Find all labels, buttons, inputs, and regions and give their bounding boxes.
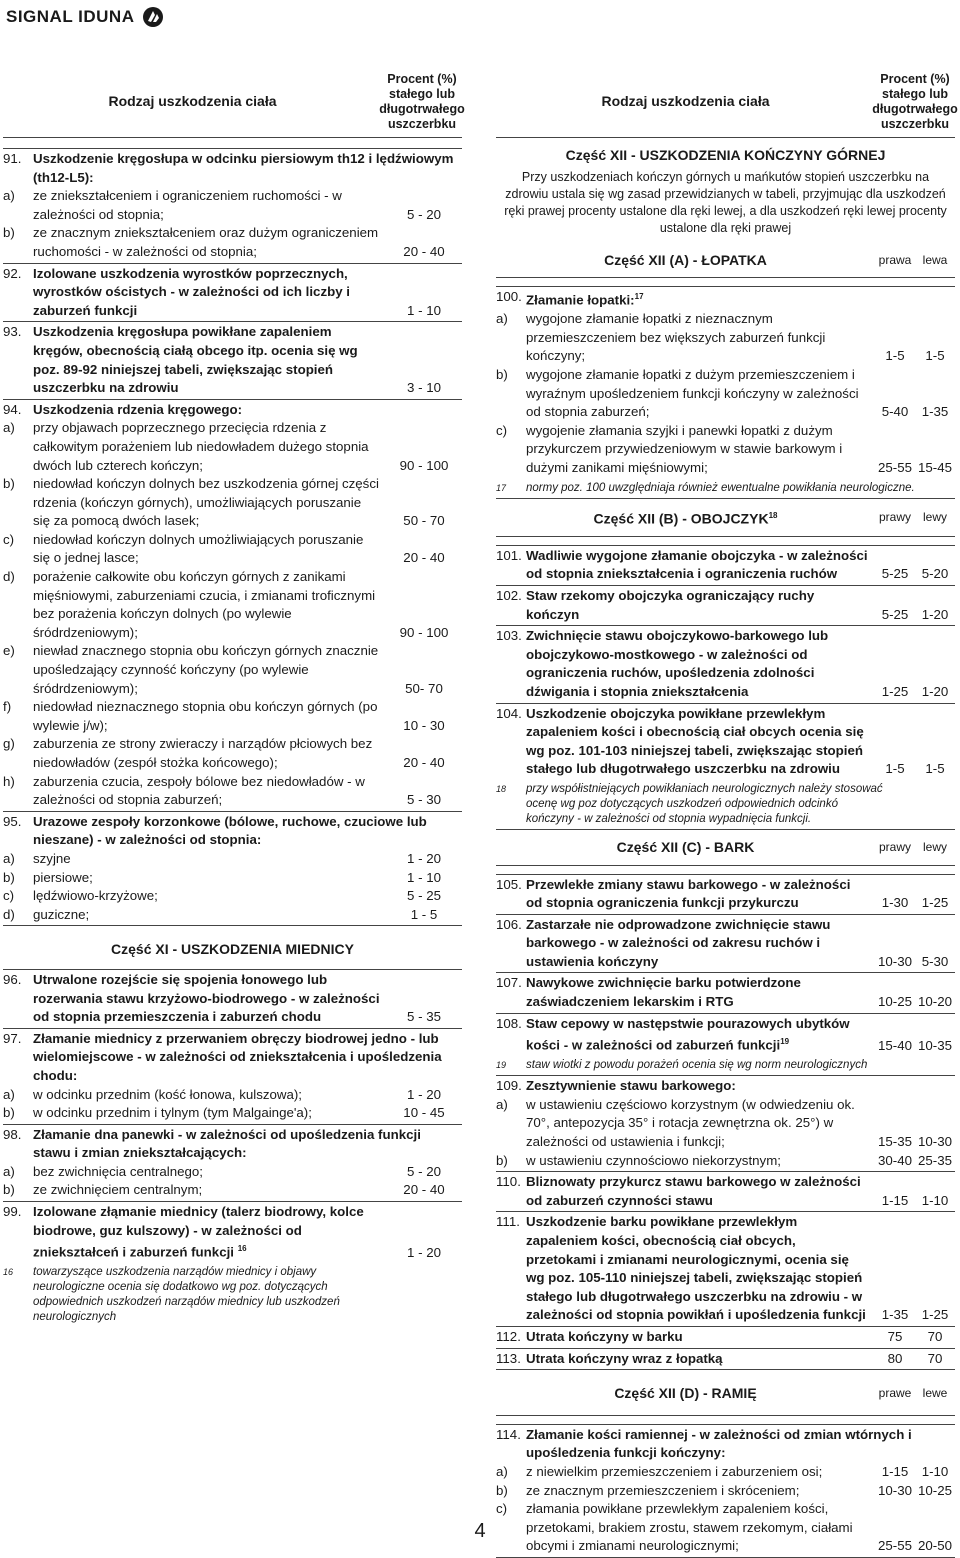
table-row: 114. Złamanie kości ramiennej - w zależności od zmian wtórnych i upośledzenia funkcji kończyny: a) z niewielkim przemieszczeniem i zaburzeniem osi; 1-15 1-10 b) ze znacznym przemieszczeniem i skróceniem; 10-30 10-25 c) złamania powikłane przewlekłym zapaleniem kości, przetokami, brakiem zrostu, stawem rzekomym, ciałami obcymi i zmianami neurologicznymi; 25-55 20-50	[496, 1425, 955, 1558]
spacer	[496, 278, 955, 287]
table-row: 98. Złamanie dna panewki - w zależności od upośledzenia funkcji stawu i zmian zniekształcających: a) bez zwichnięcia centralnego; 5 - 20 b) ze zwichnięciem centralnym; 20 - 40	[3, 1125, 462, 1202]
spacer	[496, 1416, 955, 1425]
footnote: 16 towarzyszące uszkodzenia narządów miednicy i objawy neurologiczne ocenia się dodatkowo wg poz. dotyczących odpowiednich uszkodzeń narządów miednicy lub uszkodzeń neurologicznych	[3, 1266, 340, 1324]
table-row: 108. Staw cepowy w następstwie pourazowych ubytków kości - w zależności od zaburzeń funkcji$^{19}$ 15-40 10-35	[496, 1015, 952, 1053]
subsection-title: Część XII (C) - BARK prawy lewy	[496, 830, 955, 866]
table-row: 99. Izolowane złąmanie miednicy (talerz biodrowy, kolce biodrowe, guz kulszowy) - w zależności od zniekształceń i zaburzeń funkcji $^{16}$ 1 - 20	[3, 1204, 441, 1260]
table-row: 110. Bliznowaty przykurcz stawu barkowego w zależności od zaburzeń czynności stawu 1-15 1-10	[496, 1172, 955, 1212]
page-header	[6, 4, 164, 30]
table-row: 96. Utrwalone rozejście się spojenia łonowego lub rozerwania stawu krzyżowo-biodrowego - w zależności od stopnia przemieszczenia i zaburzeń chodu 5 - 35	[3, 970, 462, 1029]
table-row: 101. Wadliwie wygojone złamanie obojczyka - w zależności od stopnia zniekształcenia i ograniczenia ruchów 5-25 5-20	[496, 546, 955, 586]
table-row: 113. Utrata kończyny wraz z łopatką 80 70	[496, 1349, 955, 1371]
spacer	[496, 537, 955, 546]
section-title: Część XI - USZKODZENIA MIEDNICY	[3, 926, 462, 970]
spacer	[496, 866, 955, 875]
table-row: 94. Uszkodzenia rdzenia kręgowego: a) przy objawach poprzecznego przecięcia rdzenia z całkowitym porażeniem lub niedowładem dużego stopnia dwóch lub czterech kończyn; 90 - 100 b) niedowład kończyn dolnych bez uszkodzenia górnej części rdzenia (kończyn górnych), umożliwiających poruszanie się za pomocą dwóch lasek; 50 - 70 c) niedowład kończyn dolnych umożliwiających poruszanie się o jednej lasce; 20 - 40 d) porażenie całkowite obu kończyn górnych z zanikami mięśniowymi, zaburzeniami czucia, i zmianami troficznymi bez porażenia kończyn dolnych (po wylewie śródrdzeniowym); 90 - 100 e) niewład znacznego stopnia obu kończyn górnych znacznie upośledzający czynność kończyny (po wylewie śródrdzeniowym); 50- 70 f) niedowład nieznacznego stopnia obu kończyn górnych (po wylewie j/w); 10 - 30 g) zaburzenia ze strony zwieraczy i narządów płciowych bez niedowładów (zespół stożka końcowego); 20 - 40 h) zaburzenia czucia, zespoły bólowe bez niedowładów - w zależności od stopnia zaburzeń; 5 - 30	[3, 400, 462, 812]
brand-name: SIGNAL IDUNA	[6, 7, 135, 26]
subsection-title: Część XII (A) - ŁOPATKA prawa lewa	[496, 243, 955, 279]
table-row: 103. Zwichnięcie stawu obojczykowo-barkowego lub obojczykowo-mostkowego - w zależności od ograniczenia ruchów, upośledzenia zdolności dźwigania i stopnia zniekształcenia 1-25 1-20	[496, 626, 955, 703]
section-title: Część XII - USZKODZENIA KOŃCZYNY GÓRNEJ	[565, 147, 886, 163]
subsection-title: Część XII (D) - RAMIĘ prawe lewe	[496, 1370, 955, 1416]
signal-iduna-logo-icon	[142, 6, 164, 28]
table-row: 92. Izolowane uszkodzenia wyrostków poprzecznych, wyrostków ościstych - w zależności od ich liczby i zaburzeń funkcji 1 - 10	[3, 264, 462, 323]
table-row: 107. Nawykowe zwichnięcie barku potwierdzone zaświadczeniem lekarskim i RTG 10-25 10-20	[496, 973, 955, 1013]
header-title: Rodzaj uszkodzenia ciała	[601, 93, 770, 110]
table-row: 97. Złamanie miednicy z przerwaniem obręczy biodrowej jedno - lub wielomiejscowe - w zależności od zniekształcenia i upośledzenia chodu: a) w odcinku przednim (kość łonowa, kulszowa); 1 - 20 b) w odcinku przednim i tylnym (tym Malgainge'a); 10 - 45	[3, 1029, 462, 1125]
right-column	[496, 66, 958, 1558]
page-number: 4	[474, 1520, 486, 1542]
table-row: 105. Przewlekłe zmiany stawu barkowego - w zależności od stopnia ograniczenia funkcji przykurczu 1-30 1-25	[496, 875, 955, 915]
left-column	[3, 66, 465, 1327]
table-row: 111. Uszkodzenie barku powikłane przewlekłym zapaleniem kości, obecnością ciał obcych, przetokami i zmianami neurologicznymi, ocenia się wg poz. 105-110 niniejszej tabeli, zwiększając stopień stałego lub długotrwałego uszczerbku na zdrowiu - w zależności od stopnia powikłań i upośledzenia funkcji 1-35 1-25	[496, 1212, 955, 1327]
header-title: Rodzaj uszkodzenia ciała	[108, 93, 277, 110]
footnote: 18 przy współistniejących powikłaniach neurologicznych należy stosować ocenę wg poz dotyczących uszkodzeń odpowiednich odcinkó kończyny - w zależności od stopnia wypadnięcia funkcji.	[496, 780, 955, 830]
table-row: 102. Staw rzekomy obojczyka ograniczający ruchy kończyn 5-25 1-20	[496, 586, 955, 626]
table-row: 91. Uszkodzenie kręgosłupa w odcinku piersiowym th12 i lędźwiowym (th12-L5): a) ze zniekształceniem i ograniczeniem ruchomości - w zależności od stopnia; 5 - 20 b) ze znacznym zniekształceniem oraz dużym ograniczeniem ruchomości - w zależności od stopnia; 20 - 40	[3, 149, 462, 264]
table-row: 95. Urazowe zespoły korzonkowe (bólowe, ruchowe, czuciowe lub nieszane) - w zależności od stopnia: a) szyjne 1 - 20 b) piersiowe; 1 - 10 c) lędźwiowo-krzyżowe; 5 - 25 d) guziczne; 1 - 5	[3, 812, 462, 927]
table-row: 104. Uszkodzenie obojczyka powikłane przewlekłym zapaleniem kości i obecnością ciał obcych ocenia się wg poz. 101-103 niniejszej tabeli, zwiększając stopień stałego lub długotrwałego uszczerbku na zdrowiu 1-5 1-5	[496, 705, 945, 777]
table-row: 112. Utrata kończyny w barku 75 70	[496, 1327, 955, 1349]
spacer	[3, 138, 462, 149]
table-row: 93. Uszkodzenia kręgosłupa powikłane zapaleniem kręgów, obecnością ciałą obcego itp. ocenia się wg poz. 89-92 niniejszej tabeli, zwiększając stopień uszczerbku na zdrowiu 3 - 10	[3, 322, 462, 399]
table-row: 109. Zesztywnienie stawu barkowego: a) w ustawieniu częściowo korzystnym (w odwiedzeniu ok. 70°, antepozycja 35° i rotacja zewnętrzna ok. 25°) w zależności od ustawienia i funkcji; 15-35 10-30 b) w ustawieniu czynnościowo niekorzystnym; 30-40 25-35	[496, 1076, 955, 1172]
table-header	[3, 66, 465, 138]
table-header	[496, 66, 958, 138]
subsection-title: Część XII (B) - OBOJCZYK$^{18}$ prawy lewy	[496, 499, 955, 537]
footnote: 17 normy poz. 100 uwzględniaja również ewentualne powikłania neurologiczne.	[496, 479, 955, 499]
table-row: 100. Złamanie łopatki:$^{17}$ a) wygojone złamanie łopatki z nieznacznym przemieszczeniem bez większych zaburzeń funkcji kończyny; 1-5 1-5 b) wygojone złamanie łopatki z dużym przemieszczeniem i wyraźnym upośledzeniem funkcji kończyny w zależności od stopnia zaburzeń; 5-40 1-35 c) wygojenie złamania szyjki i panewki łopatki z dużym przykurczem przywiedzeniowym w stawie barkowym i dużymi zanikami mięśniowymi; 25-55 15-45	[496, 289, 952, 475]
intro-text: Przy uszkodzeniach kończyn górnych u mańkutów stopień uszczerbku na zdrowiu ustala się wg zasad przewidzianych w tabeli, przyjmując dla uszkodzeń ręki prawej procenty ustalone dla ręki lewej, a dla uszkodzeń ręki lewej procenty ustalone dla ręki prawej	[504, 169, 947, 235]
table-row: 106. Zastarzałe nie odprowadzone zwichnięcie stawu barkowego - w zależności od zakresu ruchów i ustawienia kończyny 10-30 5-30	[496, 915, 955, 974]
header-percent: Procent (%) stałego lub długotrwałego uszczerbku	[379, 71, 465, 131]
header-percent: Procent (%) stałego lub długotrwałego uszczerbku	[872, 71, 958, 131]
footnote: 19 staw wiotki z powodu porażeń ocenia się wg norm neurologicznych	[496, 1056, 955, 1076]
